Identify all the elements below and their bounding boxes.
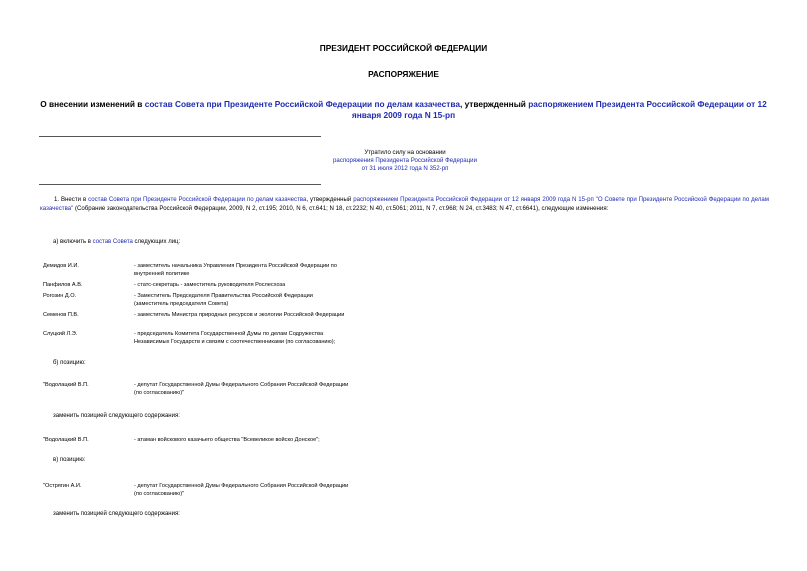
status-note-link[interactable]: распоряжения Президента Российской Федерации — [333, 157, 477, 165]
section-a-suffix: следующих лиц: — [132, 239, 181, 245]
issuer-heading: ПРЕЗИДЕНТ РОССИЙСКОЙ ФЕДЕРАЦИИ — [319, 43, 488, 53]
status-note-link-date[interactable]: от 31 июля 2012 года N 352-рп — [361, 165, 449, 173]
paragraph-1-link-order[interactable]: распоряжением Президента Российской Федерации от 12 января 2009 года N 15-рп "О Совете при Президенте Российской Федерации по делам казачества" — [40, 196, 769, 212]
section-a-link[interactable]: состав Совета — [92, 239, 133, 245]
member-description: - статс-секретарь - заместитель руководителя Рослесхоза — [134, 282, 286, 288]
section-c-label: в) позицию: — [53, 457, 86, 463]
document-type-heading: РАСПОРЯЖЕНИЕ — [368, 69, 439, 79]
replace-instruction-1: заменить позицией следующего содержания: — [53, 413, 180, 419]
document-title — [40, 99, 767, 121]
member-description: - Заместитель Председателя Правительства Российской Федерации (заместитель председателя Совета) — [134, 293, 313, 307]
member-name: Семенов П.В. — [43, 312, 79, 318]
member-name: Демидов И.И. — [43, 263, 79, 269]
divider-top — [39, 136, 321, 137]
title-text-1: О внесении изменений в — [40, 99, 145, 109]
position-c-description: - депутат Государственной Думы Федерального Собрания Российской Федерации (по согласованию)" — [134, 483, 349, 497]
paragraph-1-text-3: (Собрание законодательства Российской Федерации, 2009, N 2, ст.195; 2010, N 6, ст.641; N 18, ст.2232; N 40, ст.5061; 2011, N 7, ст.968; N 24, ст.3483; N 47, ст.6641), следующие изменения: — [73, 205, 609, 212]
new-position-b-name: "Водолацкий В.П. — [43, 437, 89, 443]
member-name: Слуцкий Л.Э. — [43, 331, 78, 337]
member-name: Панфилов А.В. — [43, 282, 83, 288]
section-a-prefix: а) включить в — [53, 239, 93, 245]
paragraph-1-text-2: , утвержденный — [306, 196, 354, 203]
member-description: - председатель Комитета Государственной Думы по делам Содружества Независимых Государств и связям с соотечественниками (по согласованию); — [134, 331, 336, 345]
new-position-b-description: - атаман войскового казачьего общества "Всевеликое войско Донское"; — [134, 437, 320, 443]
paragraph-1 — [40, 195, 769, 213]
member-description: - заместитель Министра природных ресурсов и экологии Российской Федерации — [134, 312, 345, 318]
member-name: Рогозин Д.О. — [43, 293, 77, 299]
title-link-council-composition[interactable]: состав Совета при Президенте Российской Федерации по делам казачества — [144, 99, 460, 109]
paragraph-1-link-council[interactable]: состав Совета при Президенте Российской Федерации по делам казачества — [88, 196, 307, 203]
section-b-label: б) позицию: — [53, 360, 86, 366]
status-note — [320, 149, 490, 174]
divider-bottom — [39, 184, 321, 185]
position-b-description: - депутат Государственной Думы Федерального Собрания Российской Федерации (по согласованию)" — [134, 382, 349, 396]
replace-instruction-2: заменить позицией следующего содержания: — [53, 511, 180, 517]
title-link-order[interactable]: распоряжением Президента Российской Федерации от 12 января 2009 года N 15-рп — [351, 99, 767, 120]
status-note-text: Утратило силу на основании — [364, 149, 446, 156]
position-b-name: "Водолацкий В.П. — [43, 382, 89, 388]
title-text-2: , утвержденный — [459, 99, 529, 109]
section-a-label — [53, 238, 180, 246]
paragraph-1-text-1: 1. Внести в — [54, 196, 89, 203]
position-c-name: "Острягин А.И. — [43, 483, 82, 489]
member-description: - заместитель начальника Управления Президента Российской Федерации по внутренней политике — [134, 263, 337, 277]
